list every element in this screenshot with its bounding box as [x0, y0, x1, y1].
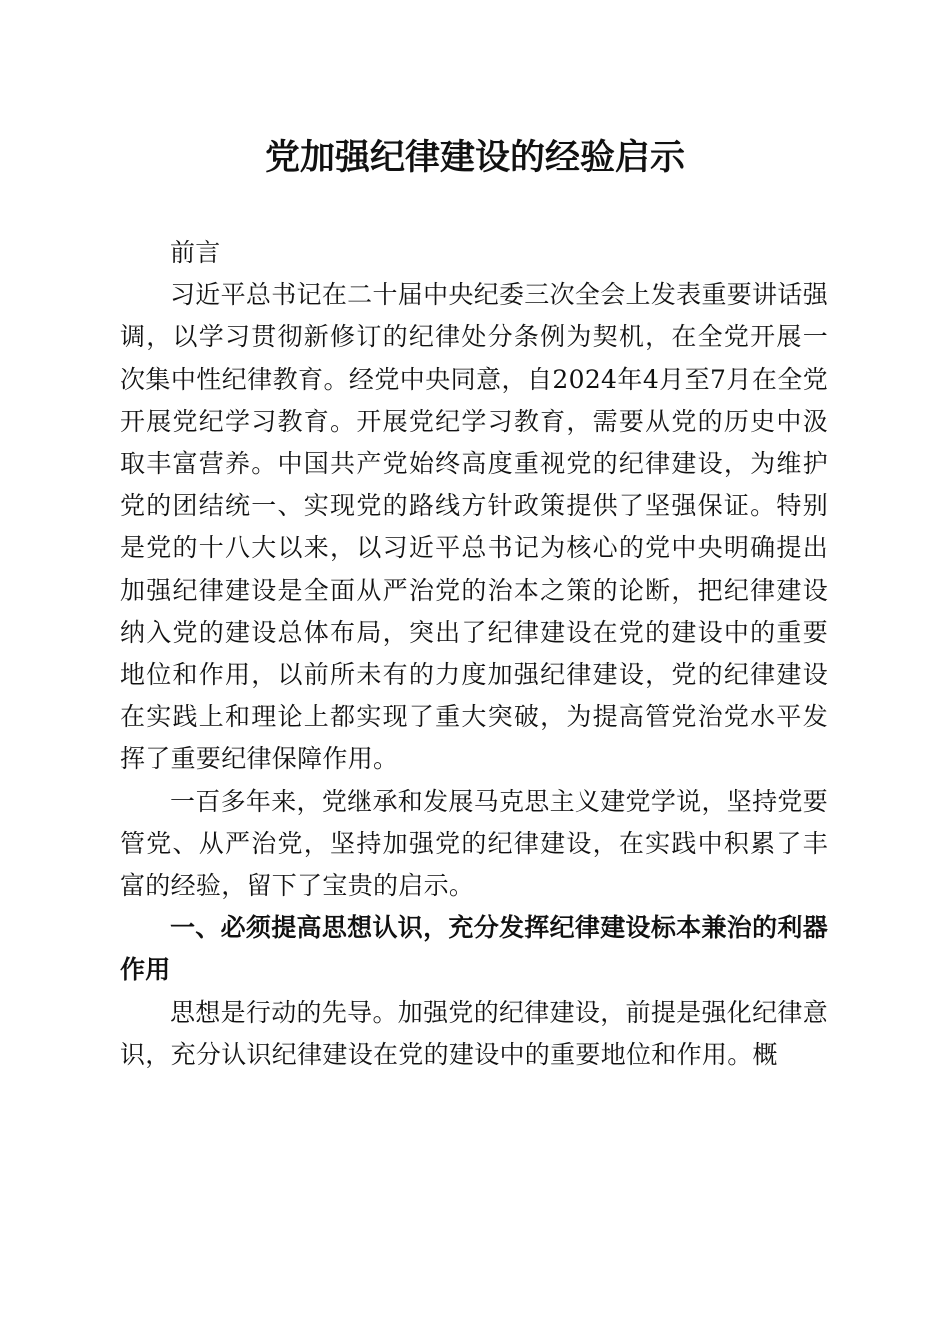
section-1-heading: 一、必须提高思想认识，充分发挥纪律建设标本兼治的利器作用 — [120, 913, 828, 985]
document-title: 党加强纪律建设的经验启示 — [264, 137, 685, 178]
preface-paragraph-2: 一百多年来，党继承和发展马克思主义建党学说，坚持党要管党、从严治党，坚持加强党的纪律建设，在实践中积累了丰富的经验，留下了宝贵的启示。 — [120, 786, 828, 901]
preface-paragraph-1: 习近平总书记在二十届中央纪委三次全会上发表重要讲话强调，以学习贯彻新修订的纪律处分条例为契机，在全党开展一次集中性纪律教育。经党中央同意，自2024年4月至7月在全党开展党纪学习教育。开展党纪学习教育，需要从党的历史中汲取丰富营养。中国共产党始终高度重视党的纪律建设，为维护党的团结统一、实现党的路线方针政策提供了坚强保证。特别是党的十八大以来，以习近平总书记为核心的党中央明确提出加强纪律建设是全面从严治党的治本之策的论断，把纪律建设纳入党的建设总体布局，突出了纪律建设在党的建设中的重要地位和作用，以前所未有的力度加强纪律建设，党的纪律建设在实践上和理论上都实现了重大突破，为提高管党治党水平发挥了重要纪律保障作用。 — [120, 280, 828, 774]
document-body — [120, 232, 828, 1076]
preface-label: 前言 — [170, 238, 221, 267]
section-1-paragraph: 思想是行动的先导。加强党的纪律建设，前提是强化纪律意识，充分认识纪律建设在党的建设中的重要地位和作用。概 — [120, 997, 828, 1069]
